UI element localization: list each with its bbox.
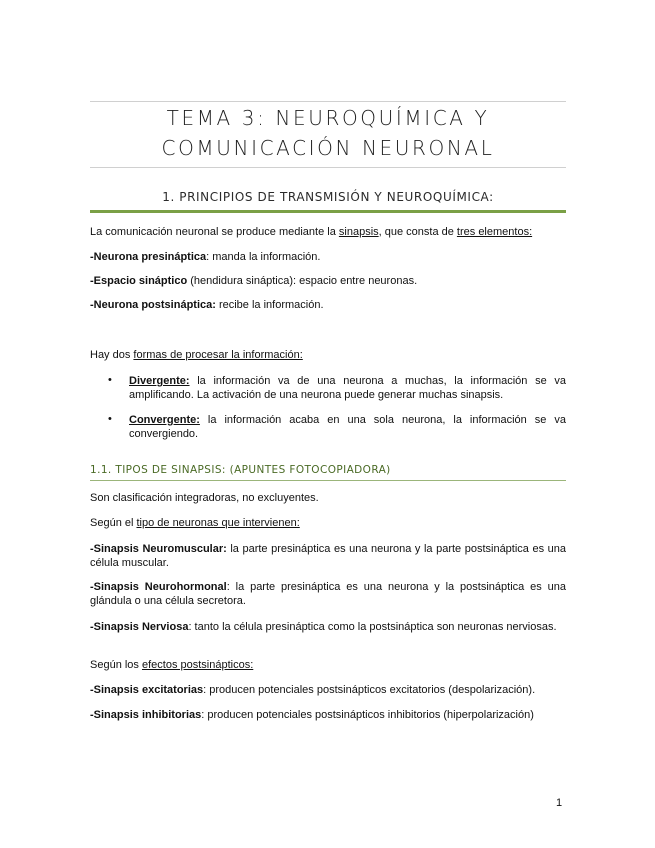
page-number: 1 xyxy=(556,797,563,809)
classification-note: Son clasificación integradoras, no excluyentes. xyxy=(90,492,319,504)
element-term: -Neurona postsináptica: xyxy=(90,299,216,311)
element-text: : manda la información. xyxy=(206,251,321,263)
form-term: Divergente: xyxy=(129,375,190,387)
by-effect-intro xyxy=(90,658,566,672)
element-term: -Espacio sináptico xyxy=(90,275,188,287)
synapse-term: -Sinapsis inhibitorias xyxy=(90,709,202,721)
synapse-neuromuscular xyxy=(90,542,566,570)
synapse-term: -Sinapsis Neurohormonal xyxy=(90,581,227,593)
element-text: (hendidura sináptica): espacio entre neuronas. xyxy=(187,275,418,287)
section-1-heading: 1. PRINCIPIOS DE TRANSMISIÓN Y NEUROQUÍMICA: xyxy=(90,190,566,213)
list-item-divergente xyxy=(129,374,566,402)
by-type-underlined: tipo de neuronas que intervienen: xyxy=(136,517,300,529)
intro-sinapsis: sinapsis xyxy=(338,226,379,238)
intro-text: La comunicación neuronal se produce mediante la xyxy=(90,226,339,238)
document-title-line-1: TEMA 3: NEUROQUÍMICA Y xyxy=(166,106,490,130)
by-neuron-type-intro xyxy=(90,516,566,530)
element-postsynaptic xyxy=(90,298,566,312)
synapse-neurohormonal xyxy=(90,580,566,608)
title-top-rule xyxy=(90,101,566,102)
synapse-text: : tanto la célula presináptica como la postsináptica son neuronas nerviosas. xyxy=(188,621,557,633)
synapse-text: : producen potenciales postsinápticos excitatorios (despolarización). xyxy=(203,684,536,696)
by-effect-text: Según los xyxy=(90,659,142,671)
forms-intro-underlined: formas de procesar la información: xyxy=(133,349,303,361)
document-page xyxy=(90,0,566,848)
list-item-convergente xyxy=(129,413,566,441)
synapse-inhibitory xyxy=(90,708,566,722)
element-text: recibe la información. xyxy=(215,299,324,311)
synapse-term: -Sinapsis excitatorias xyxy=(90,684,204,696)
bullet-icon: • xyxy=(108,413,112,425)
intro-tres-elementos: tres elementos: xyxy=(456,226,533,238)
element-synaptic-cleft xyxy=(90,274,566,288)
synapse-excitatory xyxy=(90,683,566,697)
synapse-text: : la parte presináptica es una neurona y la postsináptica es una glándula o una célula secretora. xyxy=(90,581,566,607)
synapse-nerviosa xyxy=(90,620,566,634)
by-type-text: Según el xyxy=(90,517,137,529)
bullet-icon: • xyxy=(108,374,112,386)
synapse-term: -Sinapsis Neuromuscular: xyxy=(90,543,227,555)
synapse-text: : producen potenciales postsinápticos inhibitorios (hiperpolarización) xyxy=(201,709,534,721)
forms-intro-text: Hay dos xyxy=(90,349,134,361)
forms-intro-paragraph xyxy=(90,348,566,362)
document-title-line-2: COMUNICACIÓN NEURONAL xyxy=(161,136,495,160)
synapse-text: la parte presináptica es una neurona y la parte postsináptica es una célula muscular. xyxy=(90,543,566,569)
title-bottom-rule xyxy=(90,167,566,168)
form-term: Convergente: xyxy=(129,414,200,426)
element-term: -Neurona presináptica xyxy=(90,251,207,263)
by-effect-underlined: efectos postsinápticos: xyxy=(141,659,254,671)
section-1-1-heading: 1.1. TIPOS DE SINAPSIS: (APUNTES FOTOCOPIADORA) xyxy=(90,464,566,481)
form-text: la información acaba en una sola neurona, la información se va convergiendo. xyxy=(129,414,566,440)
element-presynaptic xyxy=(90,250,566,264)
synapse-intro-paragraph xyxy=(90,225,566,239)
intro-text-2: , que consta de xyxy=(378,226,457,238)
form-text: la información va de una neurona a muchas, la información se va amplificando. La activación de una neurona puede generar muchas sinapsis. xyxy=(129,375,566,401)
synapse-term: -Sinapsis Nerviosa xyxy=(90,621,189,633)
